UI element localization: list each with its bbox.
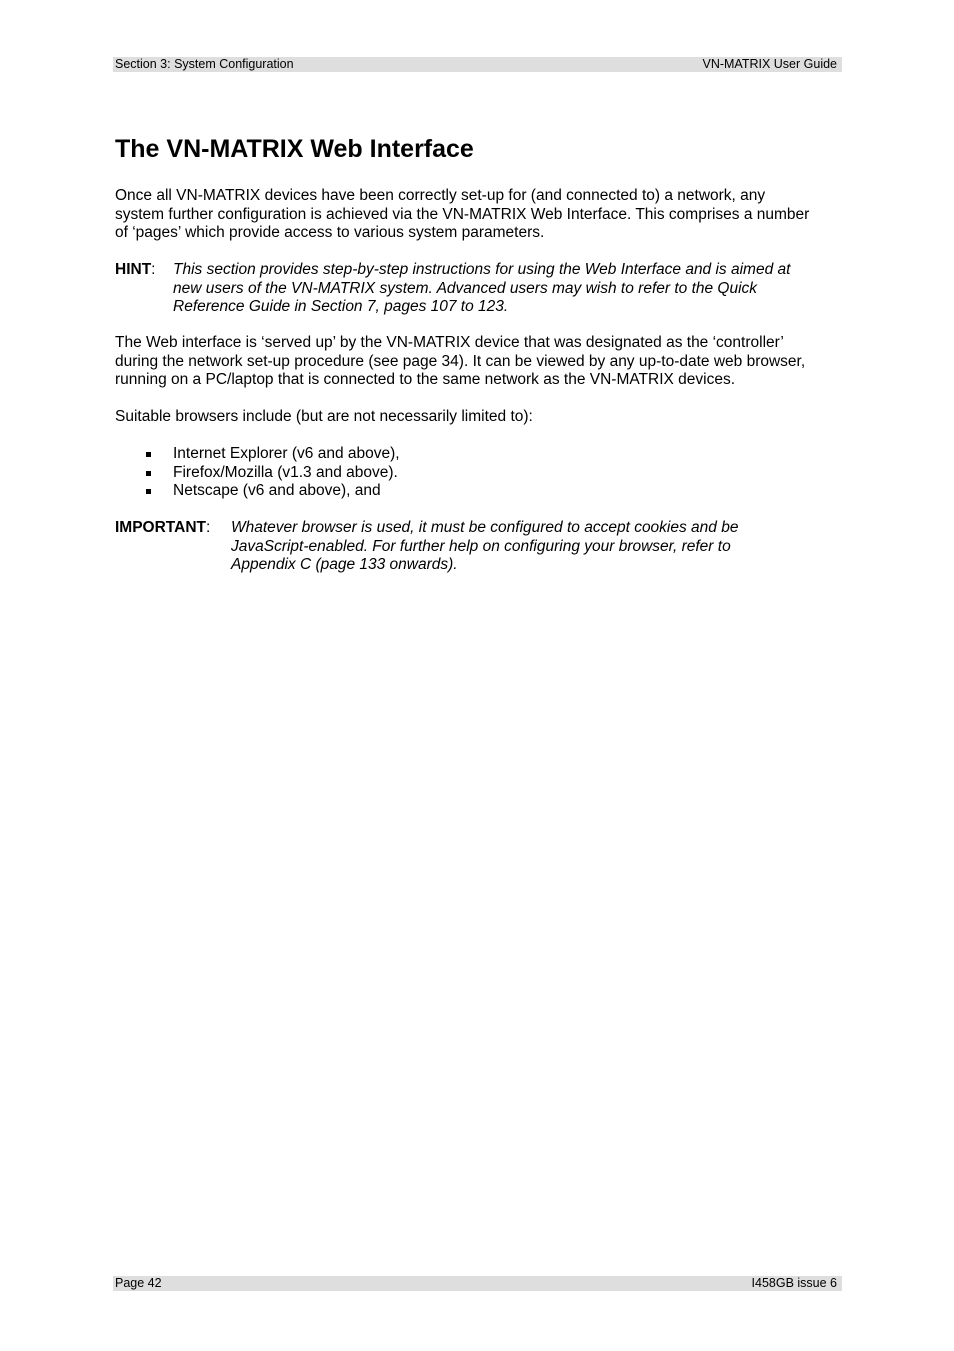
browsers-intro: Suitable browsers include (but are not necessarily limited to):	[115, 408, 533, 425]
served-line: The Web interface is ‘served up’ by the VN-MATRIX device that was designated as the ‘controller’	[115, 334, 784, 351]
header-section: Section 3: System Configuration	[115, 57, 294, 71]
page-footer	[113, 1276, 842, 1291]
document-issue: I458GB issue 6	[751, 1276, 837, 1290]
browser-list	[115, 445, 400, 501]
page-title: The VN-MATRIX Web Interface	[115, 135, 474, 163]
list-item: Firefox/Mozilla (v1.3 and above).	[115, 464, 400, 483]
page-number: Page 42	[115, 1276, 162, 1290]
bullet-icon	[146, 452, 151, 457]
intro-line: of ‘pages’ which provide access to various system parameters.	[115, 224, 545, 241]
intro-line: system further configuration is achieved via the VN-MATRIX Web Interface. This comprises a number	[115, 205, 810, 223]
header-guide-title: VN-MATRIX User Guide	[702, 57, 837, 71]
list-item: Internet Explorer (v6 and above),	[115, 445, 400, 464]
hint-label: HINT:	[115, 261, 156, 278]
served-line: during the network set-up procedure (see page 34). It can be viewed by any up-to-date web browser,	[115, 352, 806, 370]
hint-text: This section provides step-by-step instructions for using the Web Interface and is aimed at new users of the VN-MATRIX system. Advanced users may wish to refer to the Quick Reference Guide in Section 7, pages 107 to 123.	[173, 261, 791, 315]
important-label: IMPORTANT:	[115, 519, 211, 536]
served-paragraph	[115, 334, 845, 390]
bullet-icon	[146, 471, 151, 476]
important-text: Whatever browser is used, it must be configured to accept cookies and be JavaScript-enabled. For further help on configuring your browser, refer to Appendix C (page 133 onwards).	[231, 519, 739, 573]
intro-line: Once all VN-MATRIX devices have been correctly set-up for (and connected to) a network, any	[115, 187, 766, 204]
page-header	[113, 57, 842, 72]
list-item: Netscape (v6 and above), and	[115, 482, 400, 501]
intro-paragraph	[115, 187, 845, 243]
served-line: running on a PC/laptop that is connected to the same network as the VN-MATRIX devices.	[115, 371, 736, 388]
bullet-icon	[146, 489, 151, 494]
